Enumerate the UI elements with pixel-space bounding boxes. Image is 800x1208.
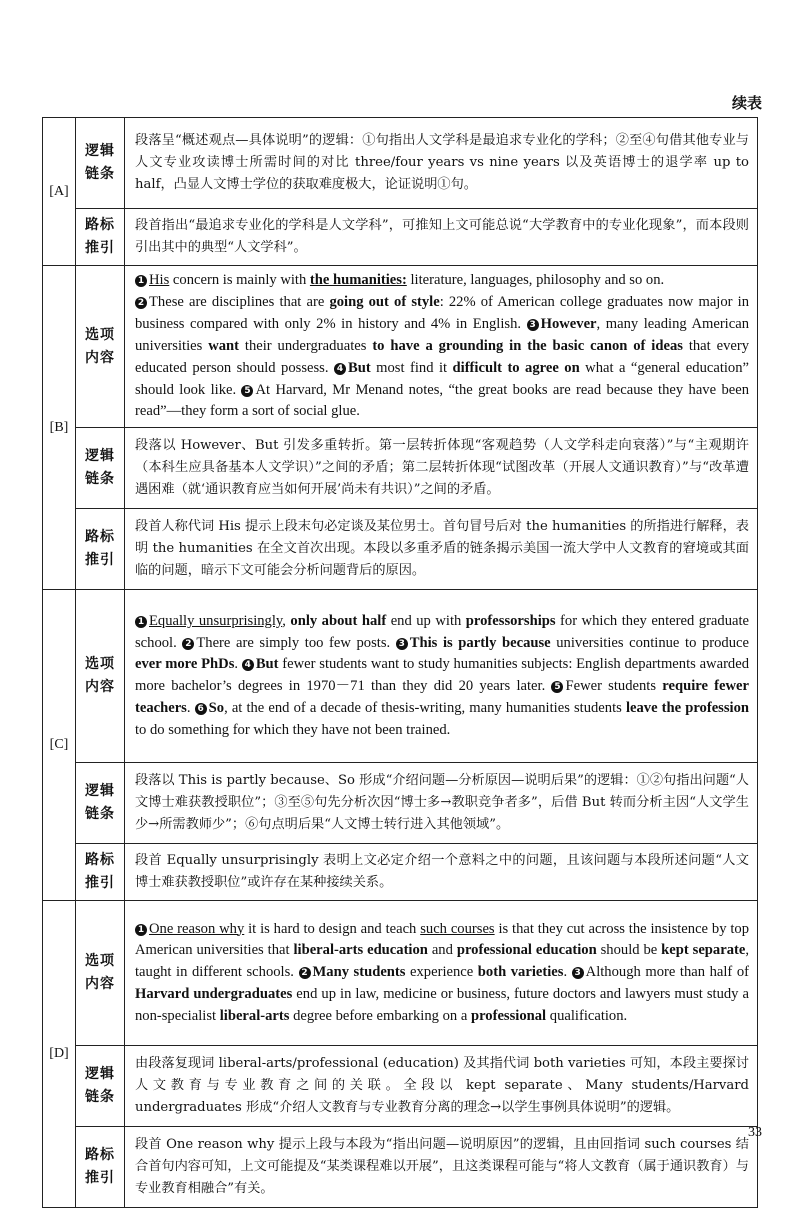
row-label-logic: 逻辑 链条 <box>76 428 125 509</box>
table-row <box>43 1127 758 1208</box>
section-label-b: [B] <box>43 266 76 590</box>
table-row <box>43 266 758 428</box>
table-row <box>43 428 758 509</box>
table-row <box>43 209 758 266</box>
row-label-logic: 逻辑 链条 <box>76 1046 125 1127</box>
row-label-logic: 逻辑 链条 <box>76 763 125 844</box>
content-text-c: 1 Equally unsurprisingly, only about half end up with professorships for which they entered graduate school. 2 There are simply too few posts. 3 This is partly because universities continue to produce ever more PhDs. 4 But fewer students want to study humanities subjects: English departments awarded more bachelor’s degrees in 1970－71 than they did 20 years later. 5 Fewer students require fewer teachers. 6 So, at the end of a decade of thesis-writing, many humanities students leave the profession to do something for which they have not been trained. <box>125 590 758 763</box>
row-label-signpost: 路标 推引 <box>76 209 125 266</box>
table-row <box>43 590 758 763</box>
row-label-signpost: 路标 推引 <box>76 844 125 901</box>
signpost-text-c: 段首 Equally unsurprisingly 表明上文必定介绍一个意料之中的问题，且该问题与本段所述问题“人文博士难获教授职位”或许存在某种接续关系。 <box>125 844 758 901</box>
logic-text-b: 段落以 However、But 引发多重转折。第一层转折体现“客观趋势（人文学科走向衰落）”与“主观期许（本科生应具备基本人文学识）”之间的矛盾；第二层转折体现“试图改革（开展人文通识教育）”与“改革遭遇困难（就‘通识教育应当如何开展’尚未有共识）”之间的矛盾。 <box>125 428 758 509</box>
section-label-c: [C] <box>43 590 76 901</box>
table-row <box>43 118 758 209</box>
signpost-text-a: 段首指出“最追求专业化的学科是人文学科”，可推知上文可能总说“大学教育中的专业化现象”，而本段则引出其中的典型“人文学科”。 <box>125 209 758 266</box>
row-label-logic: 逻辑 链条 <box>76 118 125 209</box>
analysis-table <box>42 117 758 1208</box>
row-label-content: 选项 内容 <box>76 590 125 763</box>
table-row <box>43 901 758 1046</box>
section-label-a: [A] <box>43 118 76 266</box>
row-label-signpost: 路标 推引 <box>76 1127 125 1208</box>
content-text-d: 1 One reason why it is hard to design and teach such courses is that they cut across the insistence by top American universities that liberal-arts education and professional education should be kept separate, taught in different schools. 2 Many students experience both varieties. 3 Although more than half of Harvard undergraduates end up in law, medicine or business, future doctors and lawyers must study a non-specialist liberal-arts degree before embarking on a professional qualification. <box>125 901 758 1046</box>
section-label-d: [D] <box>43 901 76 1208</box>
row-label-signpost: 路标 推引 <box>76 509 125 590</box>
continued-label: 续表 <box>731 94 762 112</box>
content-text-b: 1 His concern is mainly with the humanities: literature, languages, philosophy and so on. 2 These are disciplines that are going out of style: 22% of American college graduates now major in business compared with only 2% in history and 4% in English. 3 However, many leading American universities want their undergraduates to have a grounding in the basic canon of ideas that every educated person should possess. 4 But most find it difficult to agree on what a “general education” should look like. 5 At Harvard, Mr Menand notes, “the great books are read because they have been read”—they form a sort of social glue. <box>125 266 758 428</box>
page-number: 33 <box>748 1125 762 1140</box>
logic-text-d: 由段落复现词 liberal-arts/professional (education) 及其指代词 both varieties 可知，本段主要探讨人文教育与专业教育之间的关联。全段以 kept separate、Many students/Harvard undergraduates 形成“介绍人文教育与专业教育分离的理念→以学生事例具体说明”的逻辑。 <box>125 1046 758 1127</box>
logic-text-c: 段落以 This is partly because、So 形成“介绍问题—分析原因—说明后果”的逻辑：①②句指出问题“人文博士难获教授职位”；③至⑤句先分析次因“博士多→教职竞争者多”，后借 But 转而分析主因“人文学生少→所需教师少”；⑥句点明后果“人文博士转行进入其他领域”。 <box>125 763 758 844</box>
table-row <box>43 763 758 844</box>
signpost-text-d: 段首 One reason why 提示上段与本段为“指出问题—说明原因”的逻辑，且由回指词 such courses 结合首句内容可知，上文可能提及“某类课程难以开展”，且这类课程可能与“将人文教育（属于通识教育）与专业教育相融合”有关。 <box>125 1127 758 1208</box>
row-label-content: 选项 内容 <box>76 901 125 1046</box>
table-row <box>43 509 758 590</box>
table-row <box>43 1046 758 1127</box>
row-label-content: 选项 内容 <box>76 266 125 428</box>
table-row <box>43 844 758 901</box>
logic-text-a: 段落呈“概述观点—具体说明”的逻辑：①句指出人文学科是最追求专业化的学科；②至④句借其他专业与人文专业攻读博士所需时间的对比 three/four years vs nine years 以及英语博士的退学率 up to half，凸显人文博士学位的获取难度极大，论证说明①句。 <box>125 118 758 209</box>
signpost-text-b: 段首人称代词 His 提示上段末句必定谈及某位男士。首句冒号后对 the humanities 的所指进行解释，表明 the humanities 在全文首次出现。本段以多重矛盾的链条揭示美国一流大学中人文教育的窘境或其面临的问题，暗示下文可能会分析问题背后的原因。 <box>125 509 758 590</box>
